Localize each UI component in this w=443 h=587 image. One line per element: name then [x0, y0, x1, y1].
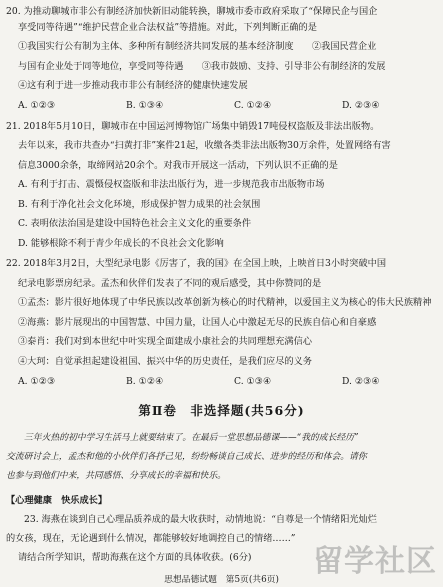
watermark-text: 留学社区 [313, 544, 437, 579]
q20-line-1: 20. 为推动聊城市非公有制经济加快新旧动能转换，聊城市委市政府采取了“保障民企与国企 [6, 6, 378, 17]
q21-line-3: 信息3000余条，取缔网站20余个。对我市开展这一活动，下列认识不正确的是 [18, 160, 338, 171]
page-footer: 思想品德试题 第5页(共6页) [164, 575, 279, 585]
q21-line-1: 21. 2018年5月10日，聊城市在中国运河博物馆广场集中销毁17吨侵权盗版及非法出版物。 [6, 121, 380, 132]
watermark-logo [311, 535, 439, 581]
q20-line-4: 与国有企业处于同等地位，享受同等待遇 ③我市鼓励、支持、引导非公有制经济的发展 [18, 61, 386, 72]
intro-line-2: 交流研讨会上，孟杰和他的小伙伴们各抒己见，纷纷畅谈自己成长、进步的经历和体会。请你 [6, 452, 367, 462]
q20-option-a: A. ①②③ [18, 100, 56, 111]
q20-option-d: D. ②③④ [342, 100, 380, 111]
q22-statement-4: ④大珂：自觉承担起建设祖国、振兴中华的历史责任，是我们应尽的义务 [18, 356, 312, 367]
q22-statement-2: ②海燕：影片展现出的中国智慧、中国力量，让国人心中激起无尽的民族自信心和自豪感 [18, 317, 377, 328]
q20-option-b: B. ①③④ [126, 100, 164, 111]
q22-option-a: A. ①②③ [18, 376, 56, 387]
intro-line-3: 也参与到他们中来，共同感悟、分享成长的幸福和快乐。 [6, 471, 226, 481]
q20-line-2: 享受同等待遇”“维护民营企业合法权益”等措施。对此，下列判断正确的是 [18, 22, 317, 33]
q21-option-d: D. 能够根除不利于青少年成长的不良社会文化影响 [18, 238, 224, 249]
q21-line-2: 去年以来，我市共查办“扫黄打非”案件21起，收缴各类非法出版物30万余件，处置网络有害 [18, 140, 391, 151]
q22-line-2: 纪录电影票房纪录。孟杰和伙伴们发表了不同的观后感受，其中你赞同的是 [18, 278, 322, 289]
q20-line-5: ④这有利于进一步推动我市非公有制经济的健康快速发展 [18, 80, 248, 91]
q23-line-2: 的女孩，现在，无论遇到什么情况，都能够较好地调控自己的情绪……” [6, 533, 296, 544]
q22-statement-3: ③泰肖：我们对到本世纪中叶实现全面建成小康社会的共同理想充满信心 [18, 336, 312, 347]
q21-option-b: B. 有利于净化社会文化环境，形成保护智力成果的社会氛围 [18, 199, 261, 210]
intro-line-1: 三年火热的初中学习生活马上就要结束了。在最后一堂思想品德课——“我的成长经历” [24, 433, 359, 443]
q20-option-c: C. ①②④ [234, 100, 272, 111]
q22-option-c: C. ①③④ [234, 376, 272, 387]
q20-line-3: ①我国实行公有制为主体、多种所有制经济共同发展的基本经济制度 ②我国民营企业 [18, 41, 377, 52]
q23-line-3: 请结合所学知识，帮助海燕在这个方面的具体收获。(6分) [18, 552, 252, 563]
part-heading: 【心理健康 快乐成长】 [6, 495, 108, 506]
q22-statement-1: ①孟杰：影片很好地体现了中华民族以改革创新为核心的时代精神，以爱国主义为核心的伟大民族精神 [18, 297, 432, 308]
q21-option-c: C. 表明依法治国是建设中国特色社会主义文化的重要条件 [18, 218, 252, 229]
q21-option-a: A. 有利于打击、震慑侵权盗版和非法出版行为，进一步规范我市出版物市场 [18, 179, 325, 190]
q23-line-1: 23. 海燕在谈到自己心理品质养成的最大收获时，动情地说：“自尊是一个情绪阳光灿烂 [24, 514, 377, 525]
q22-option-d: D. ②③④ [342, 376, 380, 387]
q22-line-1: 22. 2018年3月2日，大型纪录电影《厉害了，我的国》在全国上映，上映首日3小时突破中国 [6, 258, 387, 269]
q22-option-b: B. ①②④ [126, 376, 164, 387]
section-title: 第Ⅱ卷 非选择题(共56分) [138, 403, 305, 418]
